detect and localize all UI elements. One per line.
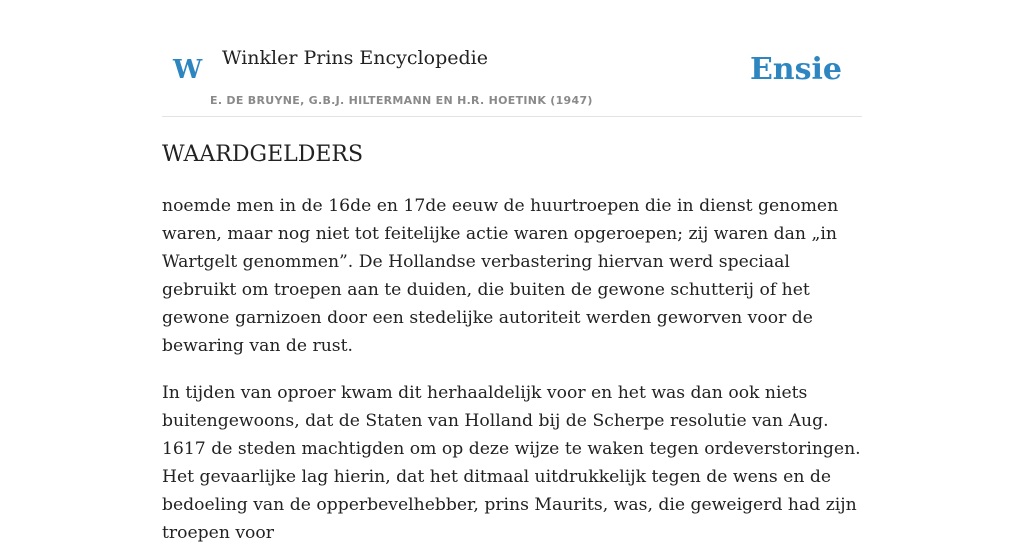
article-paragraph: In tijden van oproer kwam dit herhaaldelijk voor en het was dan ook niets buitengewoons, dat de Staten van Holland bij de Scherpe resolutie van Aug. 1617 de steden machtigden om op deze wijze te waken tegen ordeverstoringen. Het gevaarlijke lag hierin, dat het ditmaal uitdrukkelijk tegen de wens en de bedoeling van de opperbevelhebber, prins Maurits, was, die geweigerd had zijn troepen voor xyxy=(162,383,861,543)
source-authors: E. DE BRUYNE, G.B.J. HILTERMANN EN H.R. HOETINK (1947) xyxy=(210,94,593,107)
article-title: WAARDGELDERS xyxy=(162,142,364,167)
article-paragraph: noemde men in de 16de en 17de eeuw de huurtroepen die in dienst genomen waren, maar nog niet tot feitelijke actie waren opgeroepen; zij waren dan „in Wartgelt genommen”. De Hollandse verbastering hiervan werd speciaal gebruikt om troepen aan te duiden, die buiten de gewone schutterij of het gewone garnizoen door een stedelijke autoriteit werden geworven voor de bewaring van de rust. xyxy=(162,196,839,356)
ensie-logo[interactable]: Ensie xyxy=(749,52,842,87)
article xyxy=(162,138,862,547)
source-header xyxy=(162,0,862,117)
winkler-prins-logo[interactable]: W xyxy=(173,55,203,85)
source-title[interactable]: Winkler Prins Encyclopedie xyxy=(222,47,488,69)
